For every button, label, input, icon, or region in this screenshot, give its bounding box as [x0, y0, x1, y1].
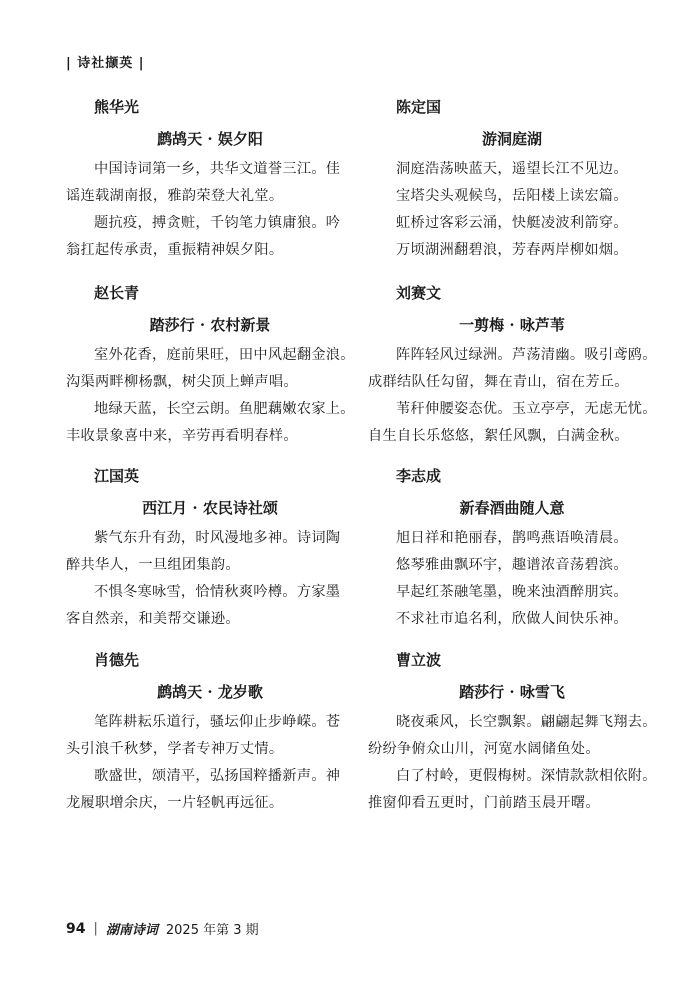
- poem-line: 苇秆伸腰姿态优。玉立亭亭，无虑无忧。: [396, 401, 657, 417]
- poem-line: 不惧冬寒咏雪，恰情秋爽吟樽。方家墨: [94, 584, 341, 600]
- poem-line: 不求社市追名利，欣做人间快乐神。: [396, 611, 628, 627]
- poem-line: 宝塔尖头观候鸟，岳阳楼上读宏篇。: [396, 188, 628, 204]
- poem-line: 题抗疫，搏贪赃，千钧笔力镇庸狼。吟: [94, 215, 341, 231]
- poem-line: 沟渠两畔柳杨飘，树尖顶上蝉声唱。: [66, 374, 298, 390]
- poem-line: 万顷湖洲翻碧浪，芳春两岸柳如烟。: [396, 242, 628, 258]
- page-footer: [66, 919, 259, 938]
- issue-label: 2025 年第 3 期: [165, 923, 259, 938]
- poem-title: 西江月 · 农民诗社颂: [142, 499, 278, 517]
- poem-jiang-guoying: [66, 465, 354, 633]
- poem-author: 肖德先: [94, 651, 140, 669]
- poem-line: 龙履职增余庆，一片轻帆再远征。: [66, 795, 284, 811]
- poem-line: 地绿天蓝，长空云朗。鱼肥藕嫩农家上。: [94, 401, 355, 417]
- poem-line: 成群结队任勾留，舞在青山，宿在芳丘。: [368, 374, 629, 390]
- poem-xiao-dexian: [66, 649, 354, 817]
- poem-author: 江国英: [94, 467, 140, 485]
- poem-cao-libo: [368, 649, 656, 817]
- poem-line: 虹桥过客彩云涌，快艇凌波利箭穿。: [396, 215, 628, 231]
- poem-line: 谣连载湖南报，雅韵荣登大礼堂。: [66, 188, 284, 204]
- poem-line: 旭日祥和艳丽春，鹊鸣燕语唤清晨。: [396, 530, 628, 546]
- poem-line: 洞庭浩荡映蓝天，遥望长江不见边。: [396, 161, 628, 177]
- page-number: 94: [66, 920, 86, 937]
- poem-line: 丰收景象喜中来，辛劳再看明春样。: [66, 428, 298, 444]
- poem-zhao-changqing: [66, 282, 354, 450]
- poem-liu-saiwen: [368, 282, 656, 450]
- poem-title: 鹧鸪天 · 娱夕阳: [157, 130, 263, 148]
- poem-line: 歌盛世，颂清平，弘扬国粹播新声。神: [94, 768, 341, 784]
- poem-title: 踏莎行 · 农村新景: [149, 316, 271, 334]
- poem-title: 游洞庭湖: [481, 130, 542, 148]
- poem-line: 早起红茶融笔墨，晚来浊酒醉朋宾。: [396, 584, 628, 600]
- poem-xiong-huaguang: [66, 96, 354, 264]
- poem-line: 晓夜乘风，长空飘絮。翩翩起舞飞翔去。: [396, 714, 657, 730]
- poem-line: 白了村岭，更假梅树。深情款款相依附。: [396, 768, 657, 784]
- poem-line: 悠琴雅曲飘环宇，趣谱浓音荡碧滨。: [396, 557, 628, 573]
- poem-line: 纷纷争俯众山川，河宽水阔储鱼处。: [368, 741, 600, 757]
- poem-line: 紫气东升有劲，时风漫地多神。诗词陶: [94, 530, 341, 546]
- footer-separator: |: [93, 921, 98, 936]
- poem-author: 赵长青: [94, 284, 140, 302]
- poem-line: 客自然亲，和美帮交谦逊。: [66, 611, 240, 627]
- poem-line: 头引浪千秋梦，学者专神万丈情。: [66, 741, 284, 757]
- poem-author: 刘赛文: [396, 284, 442, 302]
- poem-line: 自生自长乐悠悠，絮任风飘，白满金秋。: [368, 428, 629, 444]
- poem-line: 笔阵耕耘乐道行，骚坛仰止步峥嵘。苍: [94, 714, 341, 730]
- poem-line: 醉共华人，一旦组团集韵。: [66, 557, 240, 573]
- poem-line: 推窗仰看五更时，门前踏玉晨开曙。: [368, 795, 600, 811]
- poem-title: 一剪梅 · 咏芦苇: [459, 316, 565, 334]
- poem-author: 熊华光: [94, 98, 140, 116]
- poem-author: 李志成: [396, 467, 442, 485]
- section-label: | 诗社撷英 |: [66, 56, 145, 71]
- poem-chen-dingguo: [368, 96, 656, 264]
- journal-name: 湖南诗词: [105, 923, 158, 938]
- poem-author: 曹立波: [396, 651, 442, 669]
- poem-title: 新春酒曲随人意: [459, 499, 565, 517]
- poem-line: 中国诗词第一乡，共华文道誉三江。佳: [94, 161, 341, 177]
- poem-author: 陈定国: [396, 98, 442, 116]
- poem-line: 阵阵轻风过绿洲。芦荡清幽。吸引鸢鸥。: [396, 347, 657, 363]
- poem-line: 室外花香，庭前果旺，田中风起翻金浪。: [94, 347, 355, 363]
- poem-li-zhicheng: [368, 465, 656, 633]
- poem-title: 鹧鸪天 · 龙岁歌: [157, 683, 263, 701]
- poem-title: 踏莎行 · 咏雪飞: [459, 683, 565, 701]
- poem-line: 翁扛起传承责，重振精神娱夕阳。: [66, 242, 284, 258]
